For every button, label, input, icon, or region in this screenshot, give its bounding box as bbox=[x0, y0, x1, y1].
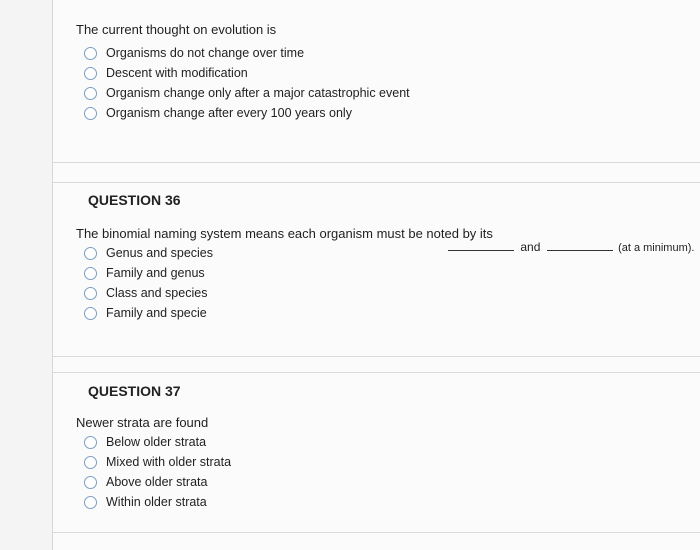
question-36-option-3[interactable] bbox=[84, 283, 493, 303]
question-37 bbox=[76, 415, 231, 512]
question-35 bbox=[76, 22, 410, 123]
question-36-header bbox=[88, 192, 181, 210]
radio-button[interactable] bbox=[84, 476, 97, 489]
option-label: Class and species bbox=[106, 286, 208, 300]
blank-field-2[interactable] bbox=[547, 250, 613, 251]
question-37-option-4[interactable] bbox=[84, 492, 231, 512]
option-label: Family and genus bbox=[106, 266, 205, 280]
question-36-prompt: The binomial naming system means each organism must be noted by its bbox=[76, 226, 493, 241]
radio-button[interactable] bbox=[84, 307, 97, 320]
question-36-option-1[interactable] bbox=[84, 243, 493, 263]
radio-button[interactable] bbox=[84, 47, 97, 60]
question-37-title: QUESTION 37 bbox=[88, 383, 181, 399]
option-label: Organisms do not change over time bbox=[106, 46, 305, 60]
question-36-title: QUESTION 36 bbox=[88, 192, 181, 208]
question-36-option-4[interactable] bbox=[84, 303, 493, 323]
option-label: Mixed with older strata bbox=[106, 455, 232, 469]
radio-button[interactable] bbox=[84, 247, 97, 260]
separator-line bbox=[52, 372, 700, 373]
question-35-option-4[interactable] bbox=[84, 103, 410, 123]
radio-button[interactable] bbox=[84, 67, 97, 80]
option-label: Family and specie bbox=[106, 306, 207, 320]
question-37-text: Newer strata are found bbox=[76, 415, 209, 430]
option-label: Organism change only after a major catastrophic event bbox=[106, 86, 410, 100]
separator-line bbox=[52, 162, 700, 163]
option-label: Within older strata bbox=[106, 495, 207, 509]
question-37-option-1[interactable] bbox=[84, 432, 231, 452]
separator-line bbox=[52, 356, 700, 357]
separator-line bbox=[52, 532, 700, 533]
option-label: Above older strata bbox=[106, 475, 208, 489]
radio-button[interactable] bbox=[84, 287, 97, 300]
question-37-header bbox=[88, 383, 181, 401]
blank-field-1[interactable] bbox=[448, 250, 514, 251]
option-label: Descent with modification bbox=[106, 66, 248, 80]
question-35-option-3[interactable] bbox=[84, 83, 410, 103]
option-label: Below older strata bbox=[106, 435, 207, 449]
option-label: Organism change after every 100 years only bbox=[106, 106, 352, 120]
suffix-label: (at a minimum). bbox=[618, 242, 695, 254]
radio-button[interactable] bbox=[84, 87, 97, 100]
option-label: Genus and species bbox=[106, 246, 214, 260]
question-37-option-3[interactable] bbox=[84, 472, 231, 492]
radio-button[interactable] bbox=[84, 107, 97, 120]
radio-button[interactable] bbox=[84, 267, 97, 280]
question-36 bbox=[76, 226, 493, 323]
question-36-text bbox=[76, 226, 493, 241]
radio-button[interactable] bbox=[84, 436, 97, 449]
question-37-option-2[interactable] bbox=[84, 452, 231, 472]
radio-button[interactable] bbox=[84, 496, 97, 509]
question-36-blanks bbox=[448, 240, 694, 254]
question-35-text: The current thought on evolution is bbox=[76, 22, 277, 37]
question-36-option-2[interactable] bbox=[84, 263, 493, 283]
and-label: and bbox=[520, 240, 541, 254]
radio-button[interactable] bbox=[84, 456, 97, 469]
separator-line bbox=[52, 182, 700, 183]
question-35-option-2[interactable] bbox=[84, 63, 410, 83]
question-35-option-1[interactable] bbox=[84, 43, 410, 63]
